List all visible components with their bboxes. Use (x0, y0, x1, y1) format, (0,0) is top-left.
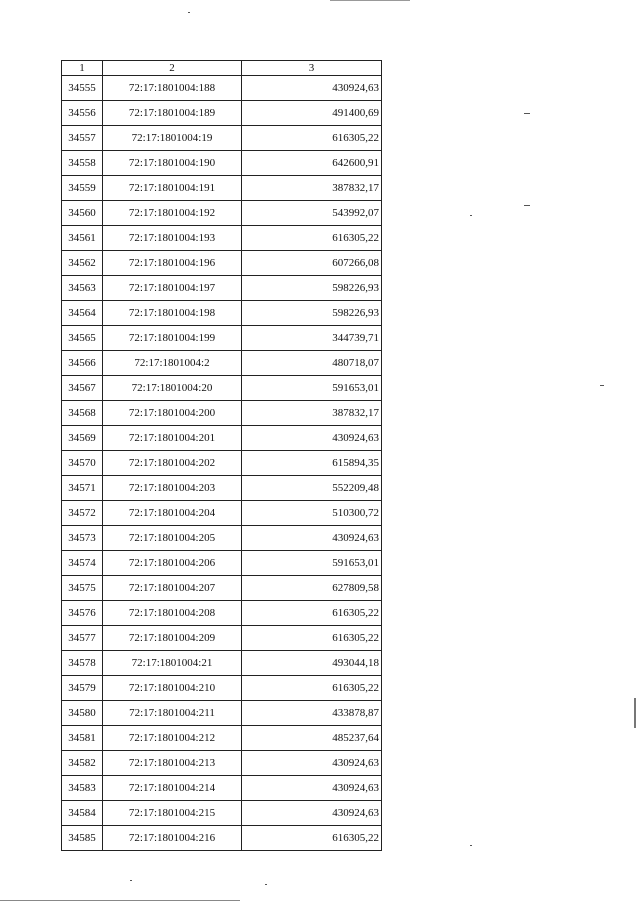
row-number: 34560 (62, 201, 103, 226)
scan-edge-bottom (0, 900, 240, 901)
cadastral-number: 72:17:1801004:204 (103, 501, 242, 526)
table-row (62, 201, 382, 226)
cadastral-number: 72:17:1801004:215 (103, 801, 242, 826)
cadastral-number: 72:17:1801004:21 (103, 651, 242, 676)
cadastral-value: 430924,63 (242, 751, 382, 776)
cadastral-number: 72:17:1801004:203 (103, 476, 242, 501)
cadastral-value: 344739,71 (242, 326, 382, 351)
row-number: 34567 (62, 376, 103, 401)
cadastral-number: 72:17:1801004:197 (103, 276, 242, 301)
table-header-row (62, 61, 382, 76)
cadastral-value: 430924,63 (242, 526, 382, 551)
cadastral-number: 72:17:1801004:19 (103, 126, 242, 151)
cadastral-value: 598226,93 (242, 301, 382, 326)
row-number: 34575 (62, 576, 103, 601)
scan-speck (600, 385, 604, 386)
cadastral-number: 72:17:1801004:208 (103, 601, 242, 626)
scan-speck (634, 698, 636, 728)
row-number: 34566 (62, 351, 103, 376)
cadastral-number: 72:17:1801004:198 (103, 301, 242, 326)
cadastral-value: 430924,63 (242, 76, 382, 101)
row-number: 34579 (62, 676, 103, 701)
cadastral-number: 72:17:1801004:214 (103, 776, 242, 801)
cadastral-number: 72:17:1801004:216 (103, 826, 242, 851)
row-number: 34565 (62, 326, 103, 351)
table-row (62, 426, 382, 451)
table-row (62, 501, 382, 526)
cadastral-value: 433878,87 (242, 701, 382, 726)
cadastral-value: 387832,17 (242, 176, 382, 201)
cadastral-number: 72:17:1801004:192 (103, 201, 242, 226)
scan-speck (265, 884, 267, 885)
cadastral-value: 616305,22 (242, 626, 382, 651)
row-number: 34561 (62, 226, 103, 251)
scan-speck (188, 12, 190, 13)
row-number: 34568 (62, 401, 103, 426)
cadastral-number: 72:17:1801004:193 (103, 226, 242, 251)
cadastral-value: 552209,48 (242, 476, 382, 501)
cadastral-value: 591653,01 (242, 551, 382, 576)
cadastral-value: 387832,17 (242, 401, 382, 426)
row-number: 34559 (62, 176, 103, 201)
cadastral-value: 430924,63 (242, 426, 382, 451)
cadastral-number: 72:17:1801004:207 (103, 576, 242, 601)
cadastral-number: 72:17:1801004:213 (103, 751, 242, 776)
cadastral-number: 72:17:1801004:201 (103, 426, 242, 451)
cadastral-number: 72:17:1801004:212 (103, 726, 242, 751)
scan-edge-top (330, 0, 410, 1)
table-row (62, 476, 382, 501)
row-number: 34573 (62, 526, 103, 551)
table-row (62, 601, 382, 626)
cadastral-number: 72:17:1801004:2 (103, 351, 242, 376)
cadastral-number: 72:17:1801004:188 (103, 76, 242, 101)
row-number: 34564 (62, 301, 103, 326)
row-number: 34558 (62, 151, 103, 176)
row-number: 34563 (62, 276, 103, 301)
row-number: 34578 (62, 651, 103, 676)
cadastral-value: 616305,22 (242, 826, 382, 851)
cadastral-value: 615894,35 (242, 451, 382, 476)
scan-speck (470, 845, 472, 846)
table-row (62, 776, 382, 801)
table-row (62, 401, 382, 426)
cadastral-number: 72:17:1801004:211 (103, 701, 242, 726)
cadastral-number: 72:17:1801004:210 (103, 676, 242, 701)
cadastral-value: 430924,63 (242, 801, 382, 826)
column-header: 2 (103, 61, 242, 76)
cadastral-number: 72:17:1801004:205 (103, 526, 242, 551)
cadastral-value: 642600,91 (242, 151, 382, 176)
cadastral-value: 616305,22 (242, 126, 382, 151)
table-row (62, 576, 382, 601)
scan-speck (524, 113, 530, 114)
row-number: 34557 (62, 126, 103, 151)
table-row (62, 176, 382, 201)
cadastral-value: 616305,22 (242, 676, 382, 701)
cadastral-value: 430924,63 (242, 776, 382, 801)
row-number: 34581 (62, 726, 103, 751)
scan-speck (130, 880, 132, 881)
cadastral-value: 598226,93 (242, 276, 382, 301)
cadastral-number: 72:17:1801004:196 (103, 251, 242, 276)
table-row (62, 76, 382, 101)
table-row (62, 626, 382, 651)
cadastral-number: 72:17:1801004:189 (103, 101, 242, 126)
cadastral-number: 72:17:1801004:199 (103, 326, 242, 351)
cadastral-value: 485237,64 (242, 726, 382, 751)
column-header: 1 (62, 61, 103, 76)
table-row (62, 376, 382, 401)
cadastral-value: 510300,72 (242, 501, 382, 526)
row-number: 34577 (62, 626, 103, 651)
table-row (62, 726, 382, 751)
cadastral-value: 616305,22 (242, 226, 382, 251)
table-row (62, 676, 382, 701)
column-header: 3 (242, 61, 382, 76)
cadastral-value: 543992,07 (242, 201, 382, 226)
table-row (62, 826, 382, 851)
row-number: 34583 (62, 776, 103, 801)
row-number: 34572 (62, 501, 103, 526)
table-row (62, 326, 382, 351)
cadastral-number: 72:17:1801004:191 (103, 176, 242, 201)
table-row (62, 351, 382, 376)
cadastral-number: 72:17:1801004:20 (103, 376, 242, 401)
table-body (62, 76, 382, 851)
row-number: 34584 (62, 801, 103, 826)
row-number: 34574 (62, 551, 103, 576)
table-row (62, 126, 382, 151)
cadastral-number: 72:17:1801004:190 (103, 151, 242, 176)
table-row (62, 801, 382, 826)
row-number: 34570 (62, 451, 103, 476)
cadastral-value: 491400,69 (242, 101, 382, 126)
table-row (62, 226, 382, 251)
table-row (62, 651, 382, 676)
cadastral-number: 72:17:1801004:200 (103, 401, 242, 426)
row-number: 34555 (62, 76, 103, 101)
table-row (62, 551, 382, 576)
table-row (62, 251, 382, 276)
row-number: 34580 (62, 701, 103, 726)
scan-speck (524, 205, 530, 206)
cadastral-value: 493044,18 (242, 651, 382, 676)
row-number: 34582 (62, 751, 103, 776)
table-row (62, 701, 382, 726)
table-row (62, 276, 382, 301)
cadastral-value-table (61, 60, 382, 851)
table-row (62, 526, 382, 551)
cadastral-number: 72:17:1801004:206 (103, 551, 242, 576)
table-row (62, 101, 382, 126)
table-row (62, 451, 382, 476)
cadastral-value: 627809,58 (242, 576, 382, 601)
row-number: 34562 (62, 251, 103, 276)
row-number: 34571 (62, 476, 103, 501)
row-number: 34556 (62, 101, 103, 126)
cadastral-value: 616305,22 (242, 601, 382, 626)
row-number: 34576 (62, 601, 103, 626)
scan-speck (470, 215, 472, 216)
cadastral-value: 607266,08 (242, 251, 382, 276)
table-row (62, 151, 382, 176)
cadastral-number: 72:17:1801004:209 (103, 626, 242, 651)
table-row (62, 301, 382, 326)
table-row (62, 751, 382, 776)
cadastral-value: 480718,07 (242, 351, 382, 376)
row-number: 34569 (62, 426, 103, 451)
cadastral-number: 72:17:1801004:202 (103, 451, 242, 476)
cadastral-value: 591653,01 (242, 376, 382, 401)
row-number: 34585 (62, 826, 103, 851)
